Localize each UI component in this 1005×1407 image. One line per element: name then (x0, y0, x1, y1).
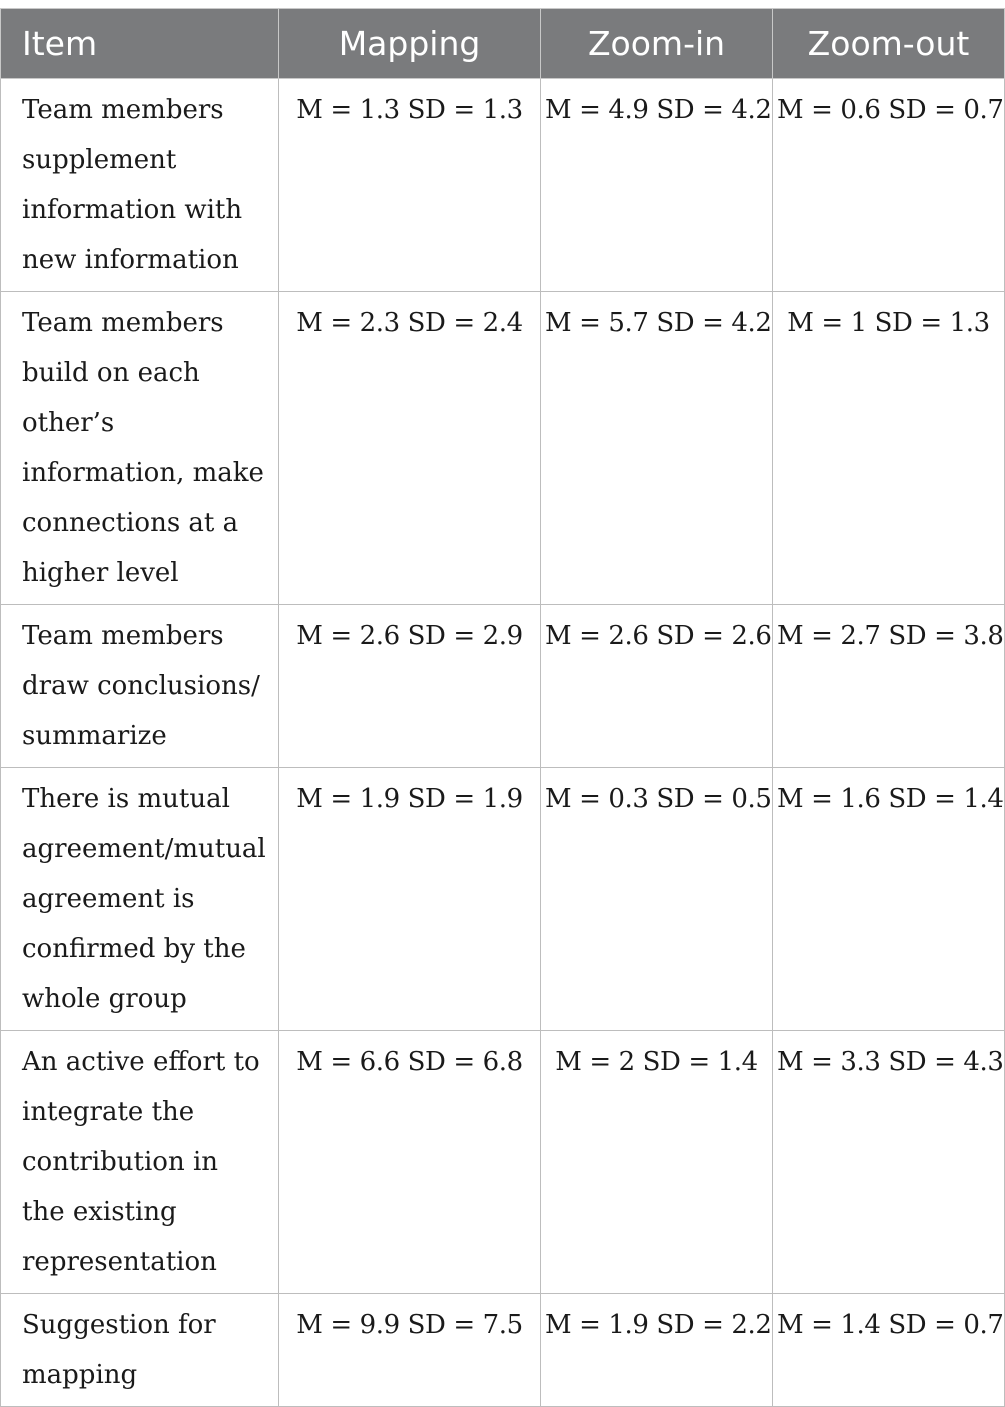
table-row (1, 768, 1005, 1031)
zoom-in-cell: M = 0.3 SD = 0.5 (541, 768, 773, 1031)
header-mapping: Mapping (279, 9, 541, 79)
table-row (1, 292, 1005, 605)
zoom-out-cell: M = 3.3 SD = 4.3 (773, 1031, 1005, 1294)
mapping-cell: M = 1.9 SD = 1.9 (279, 768, 541, 1031)
table-row (1, 1294, 1005, 1407)
table-body (1, 79, 1005, 1407)
mapping-cell: M = 6.6 SD = 6.8 (279, 1031, 541, 1294)
header-item: Item (1, 9, 279, 79)
table-row (1, 79, 1005, 292)
mapping-cell: M = 2.6 SD = 2.9 (279, 605, 541, 768)
zoom-in-cell: M = 4.9 SD = 4.2 (541, 79, 773, 292)
table-row (1, 605, 1005, 768)
item-cell: Team members supplement information with new information (1, 79, 279, 292)
zoom-out-cell: M = 0.6 SD = 0.7 (773, 79, 1005, 292)
results-table-container (0, 8, 1004, 1407)
results-table (0, 8, 1005, 1407)
zoom-in-cell: M = 2.6 SD = 2.6 (541, 605, 773, 768)
mapping-cell: M = 2.3 SD = 2.4 (279, 292, 541, 605)
zoom-out-cell: M = 1.4 SD = 0.7 (773, 1294, 1005, 1407)
zoom-in-cell: M = 2 SD = 1.4 (541, 1031, 773, 1294)
item-cell: Suggestion for mapping (1, 1294, 279, 1407)
mapping-cell: M = 1.3 SD = 1.3 (279, 79, 541, 292)
mapping-cell: M = 9.9 SD = 7.5 (279, 1294, 541, 1407)
zoom-in-cell: M = 5.7 SD = 4.2 (541, 292, 773, 605)
item-cell: Team members build on each other’s information, make connections at a higher level (1, 292, 279, 605)
table-row (1, 1031, 1005, 1294)
table-header (1, 9, 1005, 79)
header-zoom-in: Zoom-in (541, 9, 773, 79)
item-cell: There is mutual agreement/mutual agreement is confirmed by the whole group (1, 768, 279, 1031)
header-row (1, 9, 1005, 79)
header-zoom-out: Zoom-out (773, 9, 1005, 79)
zoom-out-cell: M = 1.6 SD = 1.4 (773, 768, 1005, 1031)
zoom-out-cell: M = 2.7 SD = 3.8 (773, 605, 1005, 768)
zoom-out-cell: M = 1 SD = 1.3 (773, 292, 1005, 605)
item-cell: Team members draw conclusions/ summarize (1, 605, 279, 768)
zoom-in-cell: M = 1.9 SD = 2.2 (541, 1294, 773, 1407)
item-cell: An active effort to integrate the contribution in the existing representation (1, 1031, 279, 1294)
